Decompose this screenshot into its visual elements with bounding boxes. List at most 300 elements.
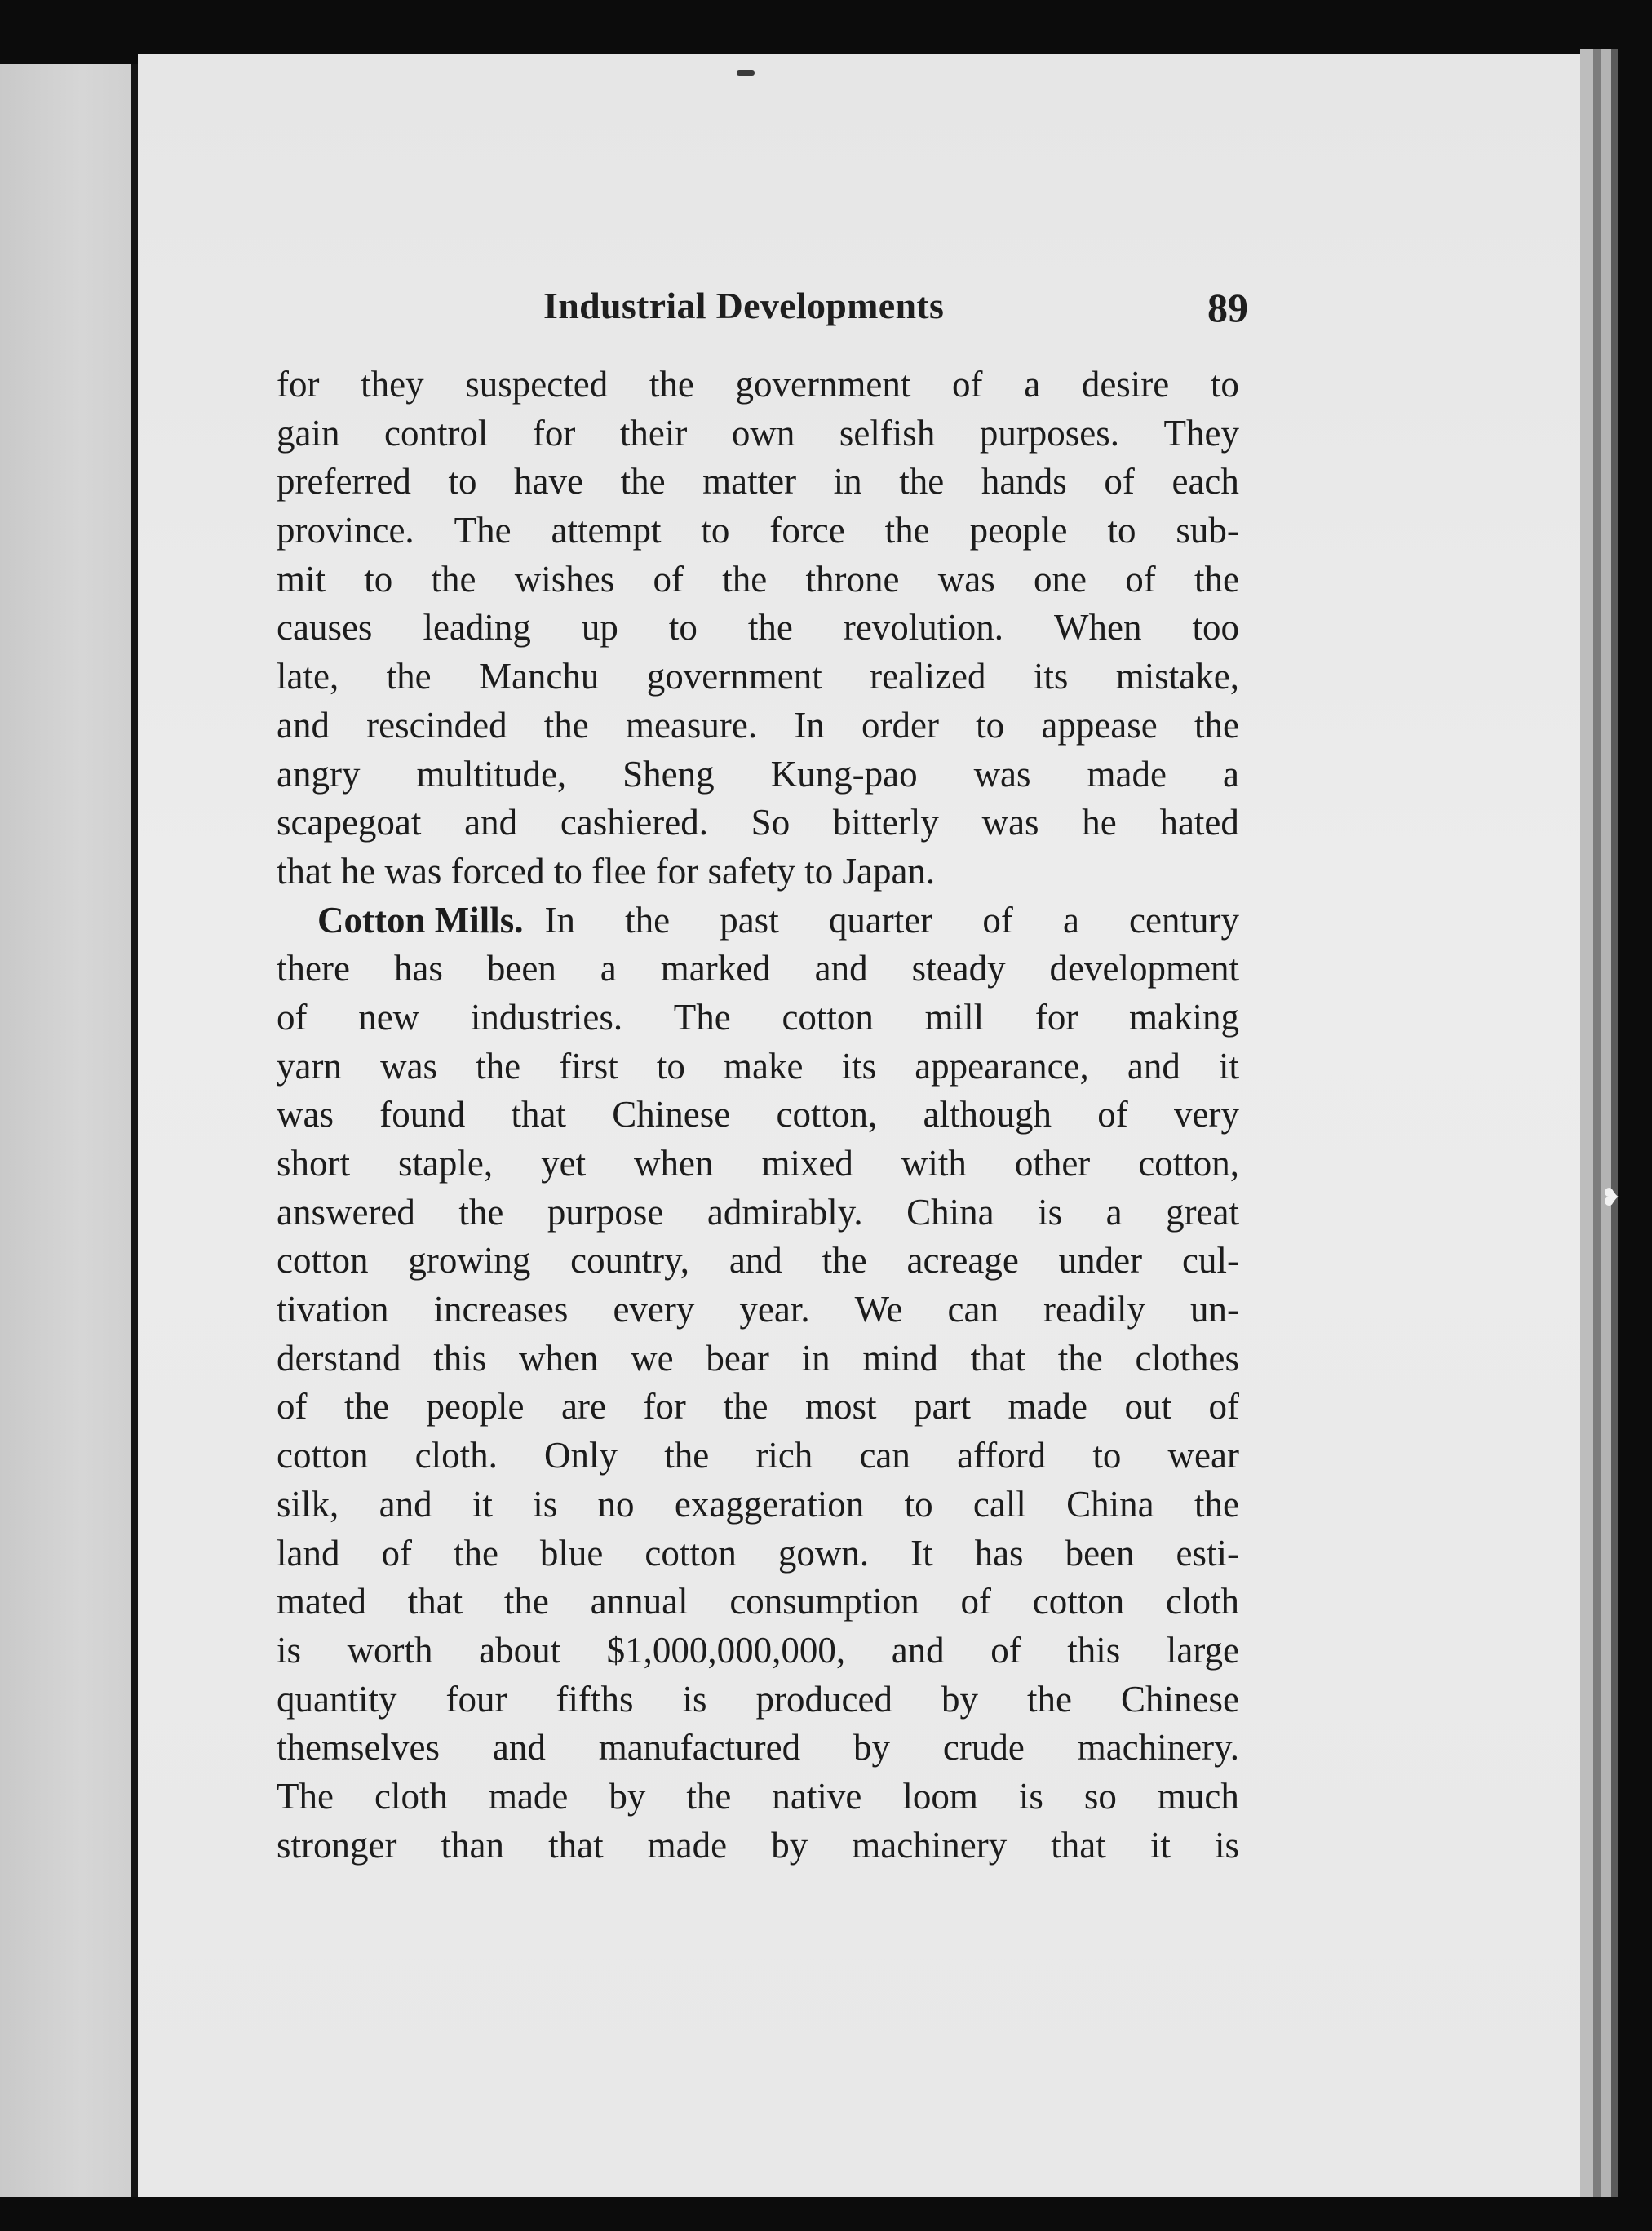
- word: other: [1014, 1143, 1091, 1184]
- page-stack-edge: [1580, 49, 1593, 2202]
- word: up: [581, 607, 618, 648]
- word: to: [668, 607, 698, 648]
- text-line: [277, 604, 1239, 653]
- word: Manchu: [478, 656, 600, 697]
- word: is: [1214, 1824, 1239, 1866]
- word: un-: [1189, 1289, 1239, 1330]
- word: fifths: [556, 1678, 634, 1720]
- word: the: [1027, 1678, 1072, 1720]
- word: that: [1051, 1824, 1106, 1866]
- word: it: [1149, 1824, 1171, 1866]
- word: four: [445, 1678, 507, 1720]
- word: the: [453, 1532, 498, 1574]
- word: readily: [1043, 1289, 1145, 1330]
- word: the: [722, 558, 768, 600]
- word: China: [1066, 1483, 1154, 1525]
- word: cloth.: [414, 1435, 498, 1476]
- word: appearance,: [915, 1045, 1089, 1087]
- text-line: [277, 1237, 1239, 1286]
- page-stack-edge: [1611, 49, 1618, 2202]
- word: mated: [277, 1581, 366, 1622]
- text-line: [277, 409, 1239, 458]
- word: is: [682, 1678, 707, 1720]
- word: machinery: [852, 1824, 1008, 1866]
- word: of: [952, 364, 983, 405]
- word: purpose: [547, 1191, 664, 1233]
- word: that: [548, 1824, 604, 1866]
- word: the: [625, 899, 671, 941]
- word: stronger: [277, 1824, 397, 1866]
- word: century: [1129, 899, 1239, 941]
- word: preferred: [277, 461, 411, 502]
- text-line-rest: [545, 896, 1240, 945]
- word: by: [609, 1775, 646, 1817]
- word: scapegoat: [277, 802, 422, 843]
- text-line: [277, 1724, 1239, 1773]
- word: produced: [755, 1678, 892, 1720]
- word: cotton: [277, 1435, 369, 1476]
- word: for: [277, 364, 320, 405]
- word: mixed: [761, 1143, 853, 1184]
- word: that: [511, 1094, 566, 1135]
- word: made: [488, 1775, 569, 1817]
- word: short: [277, 1143, 350, 1184]
- word: been: [1065, 1532, 1135, 1574]
- page-stack-edge: [1601, 49, 1611, 2202]
- word: they: [361, 364, 424, 405]
- word: mit: [277, 558, 326, 600]
- word: in: [801, 1337, 830, 1379]
- word: silk,: [277, 1483, 339, 1525]
- word: a: [600, 948, 617, 989]
- word: have: [514, 461, 583, 502]
- word: acreage: [906, 1240, 1019, 1281]
- word: for: [1034, 996, 1078, 1038]
- text-line: [277, 507, 1239, 556]
- word: The: [277, 1775, 334, 1817]
- word: bear: [706, 1337, 769, 1379]
- paragraph: [277, 361, 1239, 896]
- text-line: [277, 1189, 1239, 1237]
- word: by: [941, 1678, 978, 1720]
- word: hated: [1159, 802, 1239, 843]
- word: to: [1092, 1435, 1122, 1476]
- word: and: [814, 948, 868, 989]
- word: about: [479, 1629, 561, 1671]
- word: this: [1067, 1629, 1121, 1671]
- word: and: [729, 1240, 782, 1281]
- word: it: [472, 1483, 493, 1525]
- word: a: [1062, 899, 1079, 941]
- word: development: [1049, 948, 1239, 989]
- word: has: [974, 1532, 1024, 1574]
- word: throne: [805, 558, 900, 600]
- word: of: [1104, 461, 1135, 502]
- word: Kung-pao: [770, 753, 918, 795]
- facing-page-edge: [0, 64, 137, 2197]
- word: appease: [1041, 704, 1158, 746]
- word: first: [559, 1045, 618, 1087]
- word: it: [1218, 1045, 1239, 1087]
- word: of: [960, 1581, 992, 1622]
- word: people: [969, 510, 1068, 551]
- word: selfish: [839, 412, 936, 454]
- paragraph-cotton-mills: [277, 896, 1239, 1870]
- word: Sheng: [622, 753, 715, 795]
- word: and: [464, 802, 518, 843]
- word: revolution.: [843, 607, 1004, 648]
- word: of: [1125, 558, 1156, 600]
- word: So: [751, 802, 791, 843]
- word: purposes.: [979, 412, 1120, 454]
- word: can: [859, 1435, 910, 1476]
- word: the: [386, 656, 432, 697]
- word: make: [724, 1045, 804, 1087]
- text-span: that he was forced to flee for safety to Japan.: [277, 850, 936, 892]
- word: a: [1222, 753, 1239, 795]
- word: native: [772, 1775, 862, 1817]
- word: the: [1194, 558, 1239, 600]
- word: the: [503, 1581, 549, 1622]
- word: the: [884, 510, 930, 551]
- word: staple,: [397, 1143, 494, 1184]
- word: under: [1058, 1240, 1143, 1281]
- word: industries.: [470, 996, 623, 1038]
- word: the: [649, 364, 694, 405]
- word: of: [990, 1629, 1021, 1671]
- word: making: [1129, 996, 1239, 1038]
- text-line: [277, 1773, 1239, 1822]
- word: than: [441, 1824, 505, 1866]
- running-head: [543, 279, 1278, 344]
- word: by: [771, 1824, 808, 1866]
- word: that: [970, 1337, 1026, 1379]
- scan-background: [0, 2197, 1652, 2231]
- word: can: [947, 1289, 999, 1330]
- text-line: [277, 653, 1239, 702]
- text-line: [277, 1335, 1239, 1383]
- word: was: [277, 1094, 334, 1135]
- scan-background: [1618, 49, 1652, 2202]
- word: made: [1087, 753, 1167, 795]
- word: of: [1208, 1386, 1239, 1428]
- word: out: [1124, 1386, 1171, 1428]
- word: although: [923, 1094, 1052, 1135]
- word: blue: [539, 1532, 604, 1574]
- word: China: [906, 1191, 994, 1233]
- word: gain: [277, 412, 340, 454]
- text-line: [277, 994, 1239, 1042]
- word: quarter: [828, 899, 933, 941]
- text-line: [277, 1432, 1239, 1481]
- word: manufactured: [598, 1727, 801, 1768]
- word: that: [407, 1581, 463, 1622]
- word: province.: [277, 510, 414, 551]
- word: when: [634, 1143, 714, 1184]
- text-line: [277, 945, 1239, 994]
- word: this: [433, 1337, 487, 1379]
- word: the: [431, 558, 476, 600]
- word: to: [1210, 364, 1239, 405]
- word: government: [735, 364, 911, 405]
- word: The: [673, 996, 731, 1038]
- text-line: [277, 361, 1239, 409]
- word: suspected: [465, 364, 609, 405]
- word: country,: [570, 1240, 689, 1281]
- word: is: [277, 1629, 302, 1671]
- word: the: [664, 1435, 710, 1476]
- text-line: [277, 1481, 1239, 1529]
- binding-gutter: [131, 64, 138, 2197]
- word: bitterly: [832, 802, 939, 843]
- scan-artifact: ❥: [1601, 1184, 1622, 1212]
- word: most: [804, 1386, 877, 1428]
- word: In: [544, 899, 575, 941]
- word: the: [686, 1775, 732, 1817]
- word: was: [937, 558, 995, 600]
- word: cotton,: [776, 1094, 878, 1135]
- scan-artifact: [737, 70, 755, 76]
- word: rescinded: [366, 704, 507, 746]
- page-stack-edge: [1593, 49, 1601, 2202]
- text-line: [277, 1529, 1239, 1578]
- text-line: [277, 1383, 1239, 1432]
- word: gown.: [777, 1532, 870, 1574]
- word: there: [277, 948, 350, 989]
- text-line: [277, 1675, 1239, 1724]
- page-number: 89: [1207, 285, 1248, 330]
- word: each: [1171, 461, 1239, 502]
- word: the: [1057, 1337, 1103, 1379]
- word: government: [646, 656, 822, 697]
- word: of: [277, 1386, 308, 1428]
- text-line: [277, 799, 1239, 848]
- word: increases: [433, 1289, 569, 1330]
- word: found: [379, 1094, 466, 1135]
- word: tivation: [277, 1289, 389, 1330]
- text-line: [277, 896, 1239, 945]
- word: cashiered.: [560, 802, 708, 843]
- word: cul-: [1181, 1240, 1239, 1281]
- word: a: [1105, 1191, 1123, 1233]
- word: steady: [911, 948, 1006, 989]
- word: cotton: [277, 1240, 369, 1281]
- word: the: [458, 1191, 504, 1233]
- word: for: [643, 1386, 686, 1428]
- word: by: [853, 1727, 890, 1768]
- word: to: [701, 510, 730, 551]
- running-title: Industrial Developments: [543, 285, 945, 326]
- word: its: [841, 1045, 877, 1087]
- word: late,: [277, 656, 339, 697]
- word: matter: [702, 461, 797, 502]
- word: yarn: [277, 1045, 342, 1087]
- word: to: [976, 704, 1005, 746]
- word: wear: [1167, 1435, 1239, 1476]
- word: new: [358, 996, 420, 1038]
- word: measure.: [625, 704, 758, 746]
- word: of: [653, 558, 684, 600]
- word: desire: [1081, 364, 1170, 405]
- word: Chinese: [1121, 1678, 1239, 1720]
- word: clothes: [1135, 1337, 1239, 1379]
- word: themselves: [277, 1727, 440, 1768]
- word: to: [904, 1483, 933, 1525]
- body-text: [277, 361, 1239, 1870]
- word: call: [972, 1483, 1026, 1525]
- word: cloth: [374, 1775, 448, 1817]
- word: and: [1127, 1045, 1180, 1087]
- word: was: [380, 1045, 438, 1087]
- word: the: [1194, 704, 1239, 746]
- text-line: [277, 1042, 1239, 1091]
- word: own: [731, 412, 795, 454]
- word: much: [1157, 1775, 1239, 1817]
- word: cloth: [1166, 1581, 1239, 1622]
- word: of: [381, 1532, 412, 1574]
- word: They: [1163, 412, 1239, 454]
- text-line: [277, 750, 1239, 799]
- word: is: [1018, 1775, 1043, 1817]
- word: land: [277, 1532, 340, 1574]
- word: cotton: [1032, 1581, 1125, 1622]
- word: of: [982, 899, 1013, 941]
- word: to: [364, 558, 393, 600]
- word: mind: [862, 1337, 938, 1379]
- word: the: [1194, 1483, 1239, 1525]
- word: The: [454, 510, 512, 551]
- word: exaggeration: [674, 1483, 865, 1525]
- word: its: [1033, 656, 1069, 697]
- word: great: [1166, 1191, 1239, 1233]
- word: sub-: [1176, 510, 1239, 551]
- word: and: [379, 1483, 432, 1525]
- word: consumption: [729, 1581, 919, 1622]
- word: very: [1174, 1094, 1239, 1135]
- word: cotton: [782, 996, 874, 1038]
- word: of: [277, 996, 308, 1038]
- word: leading: [423, 607, 531, 648]
- text-line: [277, 848, 1239, 896]
- word: too: [1192, 607, 1239, 648]
- word: a: [1024, 364, 1041, 405]
- word: been: [486, 948, 556, 989]
- word: Chinese: [612, 1094, 731, 1135]
- word: one: [1033, 558, 1087, 600]
- word: the: [620, 461, 666, 502]
- word: and: [891, 1629, 945, 1671]
- word: the: [723, 1386, 768, 1428]
- word: and: [277, 704, 330, 746]
- word: cotton: [644, 1532, 737, 1574]
- section-heading: Cotton Mills.: [317, 899, 524, 941]
- word: wishes: [514, 558, 615, 600]
- word: cotton,: [1138, 1143, 1239, 1184]
- word: the: [344, 1386, 389, 1428]
- word: We: [854, 1289, 903, 1330]
- word: mistake,: [1115, 656, 1239, 697]
- text-line: [277, 1286, 1239, 1335]
- word: the: [822, 1240, 867, 1281]
- text-line: [277, 1627, 1239, 1675]
- word: mill: [924, 996, 985, 1038]
- word: worth: [347, 1629, 433, 1671]
- word: of: [1097, 1094, 1128, 1135]
- word: every: [613, 1289, 695, 1330]
- word: to: [656, 1045, 685, 1087]
- word: the: [543, 704, 589, 746]
- word: no: [597, 1483, 635, 1525]
- word: When: [1054, 607, 1142, 648]
- word: annual: [590, 1581, 689, 1622]
- word: machinery.: [1077, 1727, 1239, 1768]
- word: the: [899, 461, 945, 502]
- word: with: [901, 1143, 967, 1184]
- word: crude: [942, 1727, 1025, 1768]
- word: order: [861, 704, 939, 746]
- word: so: [1083, 1775, 1117, 1817]
- word: force: [769, 510, 845, 551]
- word: for: [532, 412, 576, 454]
- word: angry: [277, 753, 361, 795]
- word: yet: [541, 1143, 587, 1184]
- word: rich: [755, 1435, 813, 1476]
- word: people: [426, 1386, 525, 1428]
- text-line: [277, 1091, 1239, 1140]
- word: causes: [277, 607, 373, 648]
- word: marked: [660, 948, 771, 989]
- word: to: [448, 461, 477, 502]
- word: hands: [981, 461, 1067, 502]
- word: he: [1082, 802, 1117, 843]
- word: when: [518, 1337, 599, 1379]
- word: the: [476, 1045, 521, 1087]
- text-line: [277, 1822, 1239, 1870]
- text-line: [277, 702, 1239, 750]
- word: made: [1008, 1386, 1087, 1428]
- word: multitude,: [416, 753, 567, 795]
- word: and: [492, 1727, 546, 1768]
- word: quantity: [277, 1678, 397, 1720]
- text-line: [277, 458, 1239, 507]
- word: large: [1166, 1629, 1239, 1671]
- word: $1,000,000,000,: [606, 1629, 846, 1671]
- word: growing: [408, 1240, 531, 1281]
- word: was: [981, 802, 1039, 843]
- word: year.: [739, 1289, 810, 1330]
- word: afford: [957, 1435, 1047, 1476]
- word: we: [631, 1337, 674, 1379]
- word: control: [383, 412, 489, 454]
- word: In: [794, 704, 825, 746]
- word: answered: [277, 1191, 415, 1233]
- word: Only: [544, 1435, 618, 1476]
- word: is: [1038, 1191, 1063, 1233]
- text-line: [277, 1578, 1239, 1627]
- word: was: [973, 753, 1031, 795]
- word: their: [619, 412, 688, 454]
- word: has: [393, 948, 443, 989]
- word: loom: [902, 1775, 978, 1817]
- word: derstand: [277, 1337, 401, 1379]
- word: to: [1107, 510, 1136, 551]
- word: are: [560, 1386, 606, 1428]
- word: attempt: [551, 510, 662, 551]
- word: esti-: [1176, 1532, 1239, 1574]
- word: It: [910, 1532, 933, 1574]
- word: past: [720, 899, 779, 941]
- text-line: [277, 1140, 1239, 1189]
